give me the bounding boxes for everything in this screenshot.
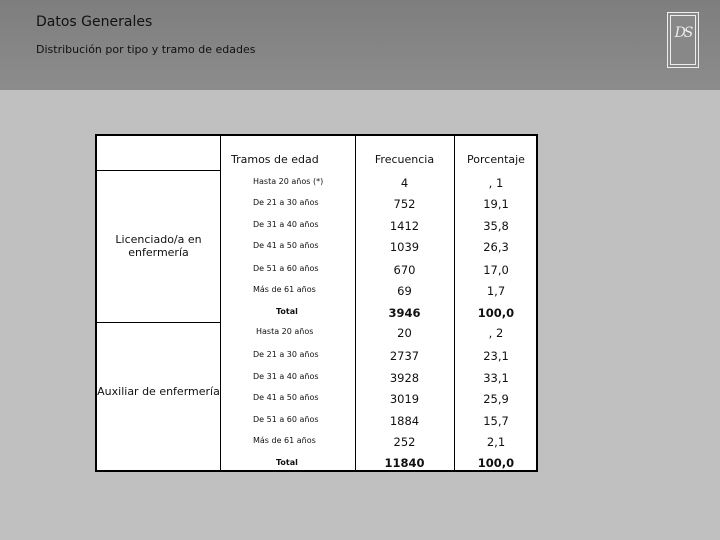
ds-logo-icon xyxy=(667,12,699,68)
row-frecuencia: 69 xyxy=(397,284,412,298)
row-label: De 21 a 30 años xyxy=(253,198,319,207)
page-subtitle: Distribución por tipo y tramo de edades xyxy=(36,43,256,56)
row-frecuencia: 3019 xyxy=(389,392,420,406)
row-frecuencia: 752 xyxy=(393,197,416,211)
page-title: Datos Generales xyxy=(36,14,153,30)
category-licenciado: Licenciado/a en enfermería xyxy=(115,233,202,259)
total-porcentaje: 100,0 xyxy=(477,306,515,320)
column-header-porcentaje: Porcentaje xyxy=(467,153,525,166)
row-divider xyxy=(97,170,220,171)
row-frecuencia: 252 xyxy=(393,435,416,449)
row-label: Más de 61 años xyxy=(253,436,316,445)
row-porcentaje: 15,7 xyxy=(483,414,509,428)
row-porcentaje: , 2 xyxy=(488,326,504,340)
column-divider xyxy=(220,136,221,470)
row-porcentaje: 26,3 xyxy=(483,240,509,254)
total-frecuencia: 3946 xyxy=(388,306,421,320)
row-frecuencia: 1039 xyxy=(389,240,420,254)
row-frecuencia: 2737 xyxy=(389,349,420,363)
row-frecuencia: 670 xyxy=(393,263,416,277)
category-auxiliar: Auxiliar de enfermería xyxy=(97,385,220,398)
row-porcentaje: 33,1 xyxy=(483,371,509,385)
column-header-tramos: Tramos de edad xyxy=(231,153,319,166)
row-frecuencia: 1884 xyxy=(389,414,420,428)
row-porcentaje: , 1 xyxy=(488,176,504,190)
total-label: Total xyxy=(276,307,298,316)
row-label: De 31 a 40 años xyxy=(253,372,319,381)
row-porcentaje: 23,1 xyxy=(483,349,509,363)
row-label: Hasta 20 años xyxy=(256,327,314,336)
row-frecuencia: 4 xyxy=(400,176,409,190)
row-label: Más de 61 años xyxy=(253,285,316,294)
total-porcentaje: 100,0 xyxy=(477,456,515,470)
row-label: De 51 a 60 años xyxy=(253,415,319,424)
row-label: Hasta 20 años (*) xyxy=(253,177,324,186)
row-label: De 21 a 30 años xyxy=(253,350,319,359)
row-label: De 31 a 40 años xyxy=(253,220,319,229)
total-label: Total xyxy=(276,458,298,467)
row-porcentaje: 17,0 xyxy=(483,263,509,277)
row-label: De 41 a 50 años xyxy=(253,241,319,250)
logo-text: DS xyxy=(674,25,692,41)
row-frecuencia: 1412 xyxy=(389,219,420,233)
row-porcentaje: 35,8 xyxy=(483,219,509,233)
row-porcentaje: 1,7 xyxy=(486,284,506,298)
column-header-frecuencia: Frecuencia xyxy=(374,153,435,166)
data-table xyxy=(95,134,538,472)
total-frecuencia: 11840 xyxy=(384,456,425,470)
row-divider xyxy=(97,322,220,323)
row-porcentaje: 2,1 xyxy=(486,435,506,449)
row-porcentaje: 25,9 xyxy=(483,392,509,406)
row-frecuencia: 3928 xyxy=(389,371,420,385)
row-porcentaje: 19,1 xyxy=(483,197,509,211)
row-frecuencia: 20 xyxy=(397,326,412,340)
row-label: De 41 a 50 años xyxy=(253,393,319,402)
row-label: De 51 a 60 años xyxy=(253,264,319,273)
header-bar xyxy=(0,0,720,90)
